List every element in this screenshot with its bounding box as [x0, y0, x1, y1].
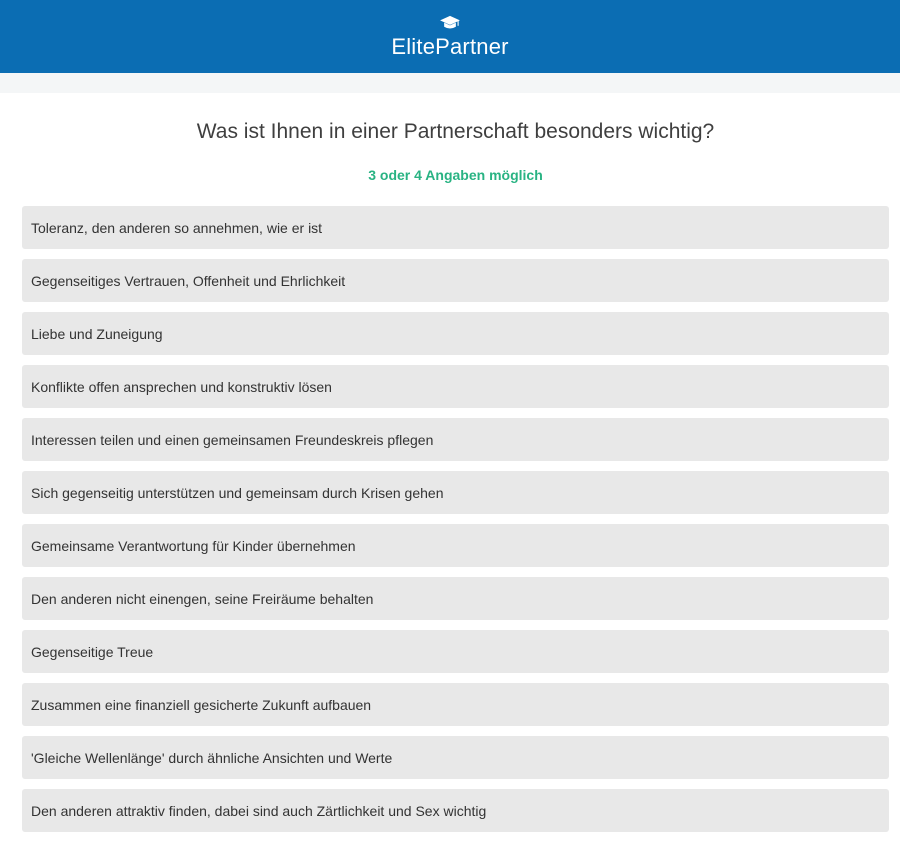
option-item[interactable]: Toleranz, den anderen so annehmen, wie er ist	[22, 206, 889, 249]
option-item[interactable]: Sich gegenseitig unterstützen und gemeinsam durch Krisen gehen	[22, 471, 889, 514]
graduation-cap-icon	[439, 15, 461, 33]
option-item[interactable]: Liebe und Zuneigung	[22, 312, 889, 355]
option-item[interactable]: Zusammen eine finanziell gesicherte Zukunft aufbauen	[22, 683, 889, 726]
option-item[interactable]: Gegenseitige Treue	[22, 630, 889, 673]
header-subbar	[0, 73, 900, 93]
option-item[interactable]: Gegenseitiges Vertrauen, Offenheit und Ehrlichkeit	[22, 259, 889, 302]
questionnaire	[0, 118, 900, 832]
option-item[interactable]: 'Gleiche Wellenlänge' durch ähnliche Ansichten und Werte	[22, 736, 889, 779]
logo-text[interactable]: ElitePartner	[391, 34, 509, 59]
option-item[interactable]: Den anderen attraktiv finden, dabei sind auch Zärtlichkeit und Sex wichtig	[22, 789, 889, 832]
option-item[interactable]: Den anderen nicht einengen, seine Freiräume behalten	[22, 577, 889, 620]
options-list	[22, 206, 889, 832]
selection-hint: 3 oder 4 Angaben möglich	[368, 167, 543, 183]
option-item[interactable]: Konflikte offen ansprechen und konstruktiv lösen	[22, 365, 889, 408]
question-title: Was ist Ihnen in einer Partnerschaft besonders wichtig?	[196, 120, 715, 143]
site-header	[0, 0, 900, 73]
option-item[interactable]: Interessen teilen und einen gemeinsamen Freundeskreis pflegen	[22, 418, 889, 461]
option-item[interactable]: Gemeinsame Verantwortung für Kinder übernehmen	[22, 524, 889, 567]
